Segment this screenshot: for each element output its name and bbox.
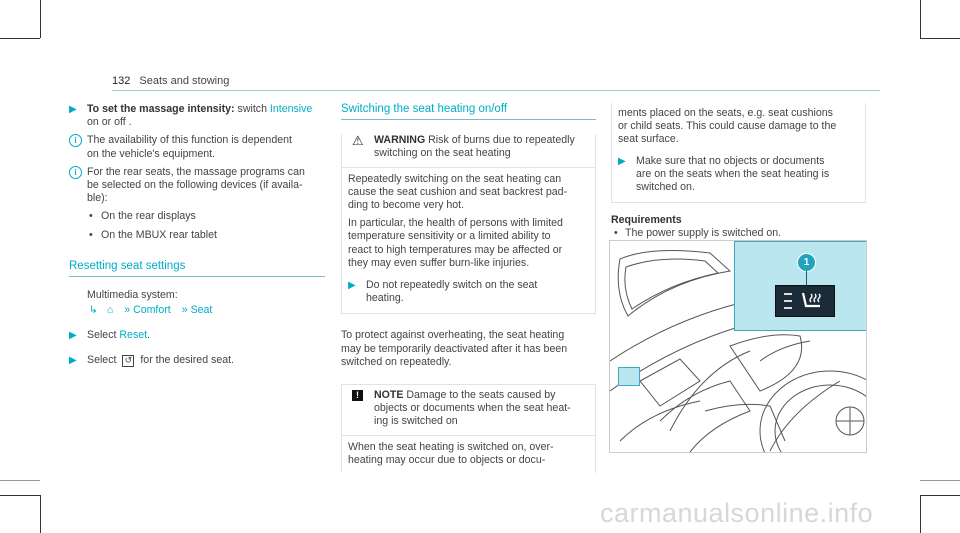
note-box-continued: [611, 103, 866, 203]
section-rule: [69, 276, 325, 277]
warning-text: react to high temperatures may be affected or: [348, 243, 563, 256]
chevron-icon: »: [124, 304, 131, 317]
warning-icon: ⚠: [352, 133, 364, 149]
right-column: [611, 103, 866, 241]
nav-path: [69, 304, 327, 317]
note-text: ments placed on the seats, e.g. seat cushions: [618, 107, 833, 119]
action-arrow-icon: ▶: [348, 280, 356, 292]
warning-title: WARNING: [374, 134, 426, 147]
crop-mark: [40, 495, 41, 533]
crop-mark: [920, 495, 960, 496]
section-title: Seats and stowing: [139, 75, 230, 87]
info-icon: i: [69, 134, 82, 147]
reset-heading: Resetting seat settings: [69, 259, 186, 272]
warning-text: Repeatedly switching on the seat heating can: [348, 172, 562, 185]
section-rule: [341, 119, 596, 120]
callout-panel: [734, 241, 867, 331]
reset-link[interactable]: Reset: [119, 329, 148, 342]
warning-line: switching on the seat heating: [374, 147, 511, 160]
note-action: Make sure that no objects or documents: [636, 154, 825, 167]
crop-mark: [920, 0, 921, 38]
warning-text: ding to become very hot.: [348, 199, 465, 212]
massage-label: To set the massage intensity:: [87, 103, 235, 115]
crop-mark: [0, 480, 40, 481]
body-text: To protect against overheating, the seat heating: [341, 329, 565, 342]
page-header: [112, 75, 229, 87]
warning-text: temperature sensitivity or a limited ability to: [348, 230, 551, 243]
button-highlight: [618, 367, 640, 386]
requirement-item: The power supply is switched on.: [625, 227, 782, 240]
action-arrow-icon: ▶: [69, 330, 77, 342]
exclamation-icon: !: [352, 390, 363, 401]
warning-text: In particular, the health of persons with limited: [348, 217, 563, 230]
middle-column: [341, 103, 596, 473]
note-line: objects or documents when the seat heat-: [374, 402, 571, 415]
note-text: or child seats. This could cause damage to the: [618, 120, 837, 133]
note-title: NOTE: [374, 389, 404, 402]
info-icon: i: [69, 166, 82, 179]
note-line: ing is switched on: [374, 415, 458, 428]
header-rule: [112, 90, 880, 91]
note-text: When the seat heating is switched on, over-: [348, 440, 554, 453]
massage-text: switch: [237, 103, 267, 115]
requirements-heading: Requirements: [611, 214, 682, 227]
warning-box: [341, 134, 596, 314]
seat-heating-button[interactable]: [775, 285, 835, 317]
note-line: be selected on the following devices (if availa-: [87, 179, 303, 192]
watermark: carmanualsonline.info: [600, 498, 874, 528]
note-box: [341, 384, 596, 473]
crop-mark: [920, 495, 921, 533]
note-line: Damage to the seats caused by: [406, 389, 556, 402]
seat-heating-illustration: [609, 240, 867, 453]
warning-line: Risk of burns due to repeatedly: [428, 134, 575, 147]
crop-mark: [0, 38, 40, 39]
action-arrow-icon: ▶: [618, 155, 626, 167]
warning-action: Do not repeatedly switch on the seat: [366, 279, 538, 292]
intensive-link[interactable]: Intensive: [269, 103, 313, 115]
action-arrow-icon: ▶: [69, 354, 77, 366]
body-text: switched on repeatedly.: [341, 355, 452, 368]
note-text: seat surface.: [618, 133, 679, 146]
path-arrow-icon: ↳: [89, 304, 98, 317]
seat-select-icon[interactable]: ↺: [122, 355, 134, 367]
note-line: on the vehicle's equipment.: [87, 147, 216, 160]
seat-heating-icon: [800, 290, 826, 312]
crop-mark: [40, 0, 41, 38]
bullet-dot: •: [614, 227, 618, 240]
comfort-link[interactable]: Comfort: [133, 304, 171, 317]
note-action: switched on.: [636, 181, 695, 194]
multimedia-label: Multimedia system:: [87, 289, 178, 302]
action-arrow-icon: ▶: [69, 104, 77, 115]
bullet-dot: •: [89, 210, 93, 223]
warning-text: they may even suffer burn-like injuries.: [348, 256, 530, 269]
note-line: The availability of this function is dependent: [87, 134, 292, 147]
callout-line: [806, 271, 807, 285]
list-item: On the MBUX rear tablet: [101, 228, 217, 241]
page-number: 132: [112, 75, 131, 87]
select-text: for the desired seat.: [140, 353, 234, 366]
body-text: may be temporarily deactivated after it has been: [341, 342, 568, 355]
list-item: On the rear displays: [101, 210, 196, 223]
seat-link[interactable]: Seat: [190, 304, 213, 317]
crop-mark: [920, 480, 960, 481]
bullet-dot: •: [89, 228, 93, 241]
select-word: Select: [87, 329, 117, 342]
crop-mark: [920, 38, 960, 39]
note-line: ble):: [87, 192, 108, 205]
massage-line2: on or off .: [87, 116, 132, 129]
note-action: are on the seats when the seat heating is: [636, 167, 830, 180]
select-word: Select: [87, 353, 117, 366]
chevron-icon: »: [181, 304, 188, 317]
left-column: ▶ To set the massage intensity: switch Intensive on or off . i The availability of this function is dependent on the vehicle's equipment. i For the rear seats, the massage programs can be selected on the following devices (if availa- ble): • On the rear displays • On the MBUX rear tablet Resetting seat settings Multimedia system: ↳ ⌂ » Comfort » Seat ▶ Select Reset. ▶ Select ↺ for the desired seat.: [69, 103, 327, 372]
home-icon[interactable]: ⌂: [106, 304, 114, 317]
callout-badge: 1: [797, 253, 816, 272]
heating-level-bars: [784, 293, 794, 309]
note-line: For the rear seats, the massage programs can: [87, 165, 305, 178]
seat-heating-heading: Switching the seat heating on/off: [341, 103, 508, 115]
warning-text: cause the seat cushion and seat backrest pad-: [348, 185, 568, 198]
crop-mark: [0, 495, 40, 496]
note-text: heating may occur due to objects or docu-: [348, 453, 546, 466]
warning-action: heating.: [366, 292, 404, 305]
